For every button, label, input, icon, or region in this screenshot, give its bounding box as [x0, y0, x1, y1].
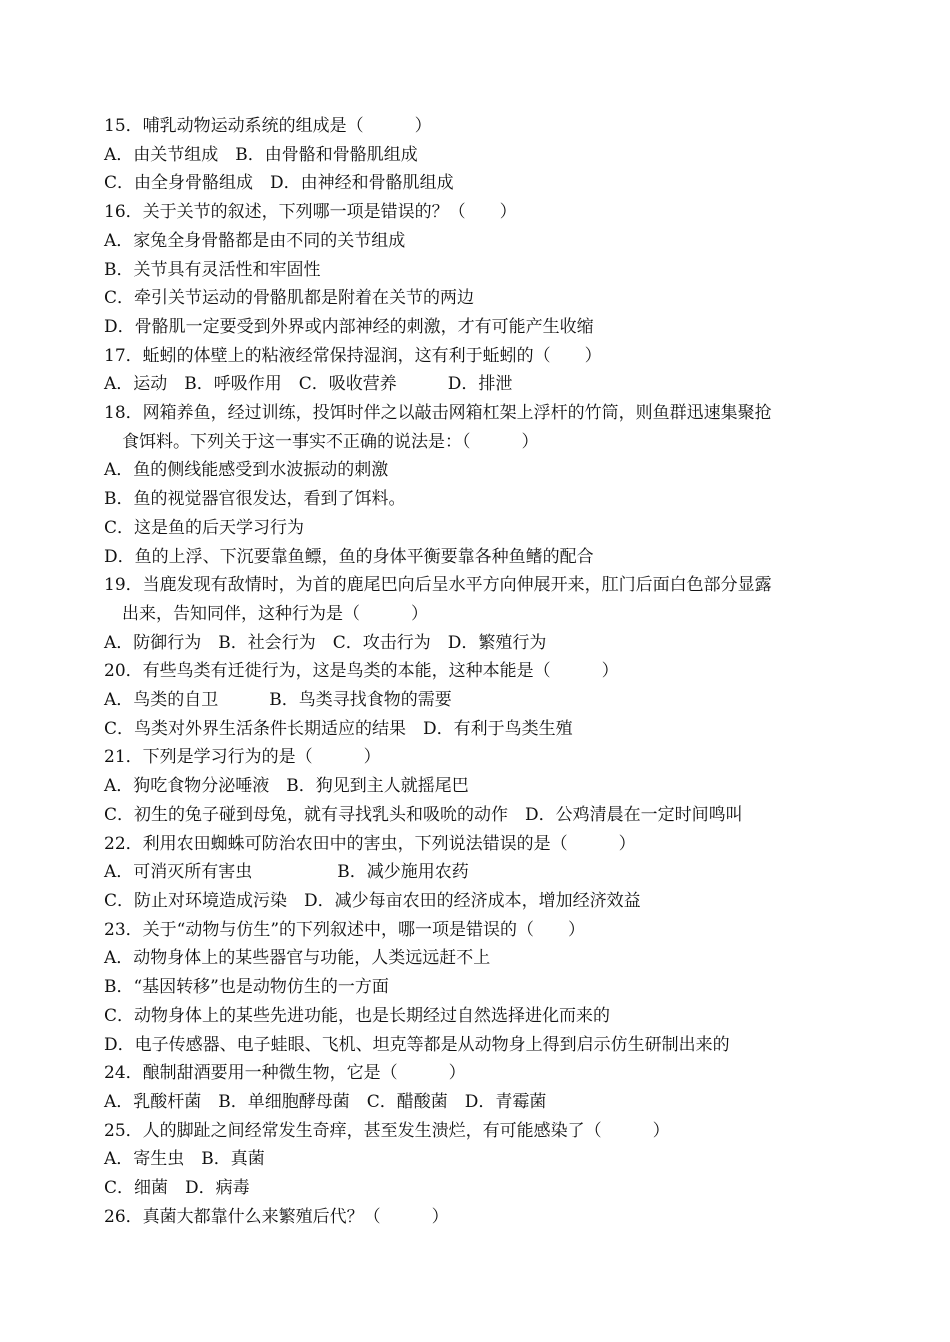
question-text-line: A．防御行为 B．社会行为 C．攻击行为 D．繁殖行为 — [104, 632, 547, 653]
question-text-line: A．乳酸杆菌 B．单细胞酵母菌 C．醋酸菌 D．青霉菌 — [104, 1091, 547, 1112]
question-text-line: 24．酿制甜酒要用一种微生物，它是（ ） — [104, 1063, 466, 1084]
question-text-line: 18．网箱养鱼，经过训练，投饵时伴之以敲击网箱杠架上浮杆的竹筒，则鱼群迅速集聚抢 — [104, 403, 772, 424]
question-text-line: A．寄生虫 B．真菌 — [104, 1149, 265, 1170]
question-text-line: D．鱼的上浮、下沉要靠鱼鳔，鱼的身体平衡要靠各种鱼鳍的配合 — [104, 546, 594, 567]
question-continuation-line: 出来，告知同伴，这种行为是（ ） — [122, 603, 428, 624]
question-text-line: 21．下列是学习行为的是（ ） — [104, 747, 381, 768]
question-text-line: A．可消灭所有害虫 B．减少施用农药 — [104, 862, 469, 883]
question-text-line: 15．哺乳动物运动系统的组成是（ ） — [104, 116, 432, 136]
question-continuation-line: 食饵料。下列关于这一事实不正确的说法是：（ ） — [122, 431, 539, 452]
question-text-line: C．初生的兔子碰到母兔，就有寻找乳头和吸吮的动作 D．公鸡清晨在一定时间鸣叫 — [104, 804, 743, 825]
question-text-line: D．电子传感器、电子蛙眼、飞机、坦克等都是从动物身上得到启示仿生研制出来的 — [104, 1034, 730, 1055]
question-text-line: 19．当鹿发现有敌情时，为首的鹿尾巴向后呈水平方向伸展开来，肛门后面白色部分显露 — [104, 575, 772, 596]
question-text-line: A．运动 B．呼吸作用 C．吸收营养 D．排泄 — [104, 374, 513, 395]
question-text-line: 22．利用农田蜘蛛可防治农田中的害虫，下列说法错误的是（ ） — [104, 833, 636, 854]
question-text-line: 20．有些鸟类有迁徙行为，这是鸟类的本能，这种本能是（ ） — [104, 661, 619, 682]
question-text-line: B．鱼的视觉器官很发达，看到了饵料。 — [104, 489, 406, 510]
question-text-line: 17．蚯蚓的体壁上的粘液经常保持湿润，这有利于蚯蚓的（ ） — [104, 345, 602, 366]
question-text-line: A．鸟类的自卫 B．鸟类寻找食物的需要 — [104, 690, 452, 711]
question-text-line: C．动物身体上的某些先进功能，也是长期经过自然选择进化而来的 — [104, 1005, 611, 1026]
question-text-line: 23．关于“动物与仿生”的下列叙述中，哪一项是错误的（ ） — [104, 919, 586, 940]
question-text-line: C．这是鱼的后天学习行为 — [104, 517, 305, 538]
question-text-line: A．鱼的侧线能感受到水波振动的刺激 — [104, 460, 389, 481]
question-text-line: C．由全身骨骼组成 D．由神经和骨骼肌组成 — [104, 173, 454, 194]
question-text-line: 26．真菌大都靠什么来繁殖后代？（ ） — [104, 1206, 449, 1227]
question-text-line: A．动物身体上的某些器官与功能，人类远远赶不上 — [104, 948, 491, 969]
question-list — [104, 112, 864, 1231]
question-text-line: 16．关于关节的叙述，下列哪一项是错误的？（ ） — [104, 202, 517, 223]
question-text-line: C．鸟类对外界生活条件长期适应的结果 D．有利于鸟类生殖 — [104, 718, 573, 739]
question-text-line: B．关节具有灵活性和牢固性 — [104, 259, 321, 280]
question-text-line: C．防止对环境造成污染 D．减少每亩农田的经济成本，增加经济效益 — [104, 890, 641, 911]
question-text-line: A．由关节组成 B．由骨骼和骨骼肌组成 — [104, 144, 418, 165]
question-text-line: C．牵引关节运动的骨骼肌都是附着在关节的两边 — [104, 288, 475, 309]
question-text-line: C．细菌 D．病毒 — [104, 1178, 250, 1199]
question-text-line: 25．人的脚趾之间经常发生奇痒，甚至发生溃烂，有可能感染了（ ） — [104, 1120, 670, 1141]
question-text-line: D．骨骼肌一定要受到外界或内部神经的刺激，才有可能产生收缩 — [104, 316, 594, 337]
question-text-line: A．狗吃食物分泌唾液 B．狗见到主人就摇尾巴 — [104, 776, 469, 797]
question-text-line: B．“基因转移”也是动物仿生的一方面 — [104, 977, 389, 998]
question-text-line: A．家兔全身骨骼都是由不同的关节组成 — [104, 230, 406, 251]
